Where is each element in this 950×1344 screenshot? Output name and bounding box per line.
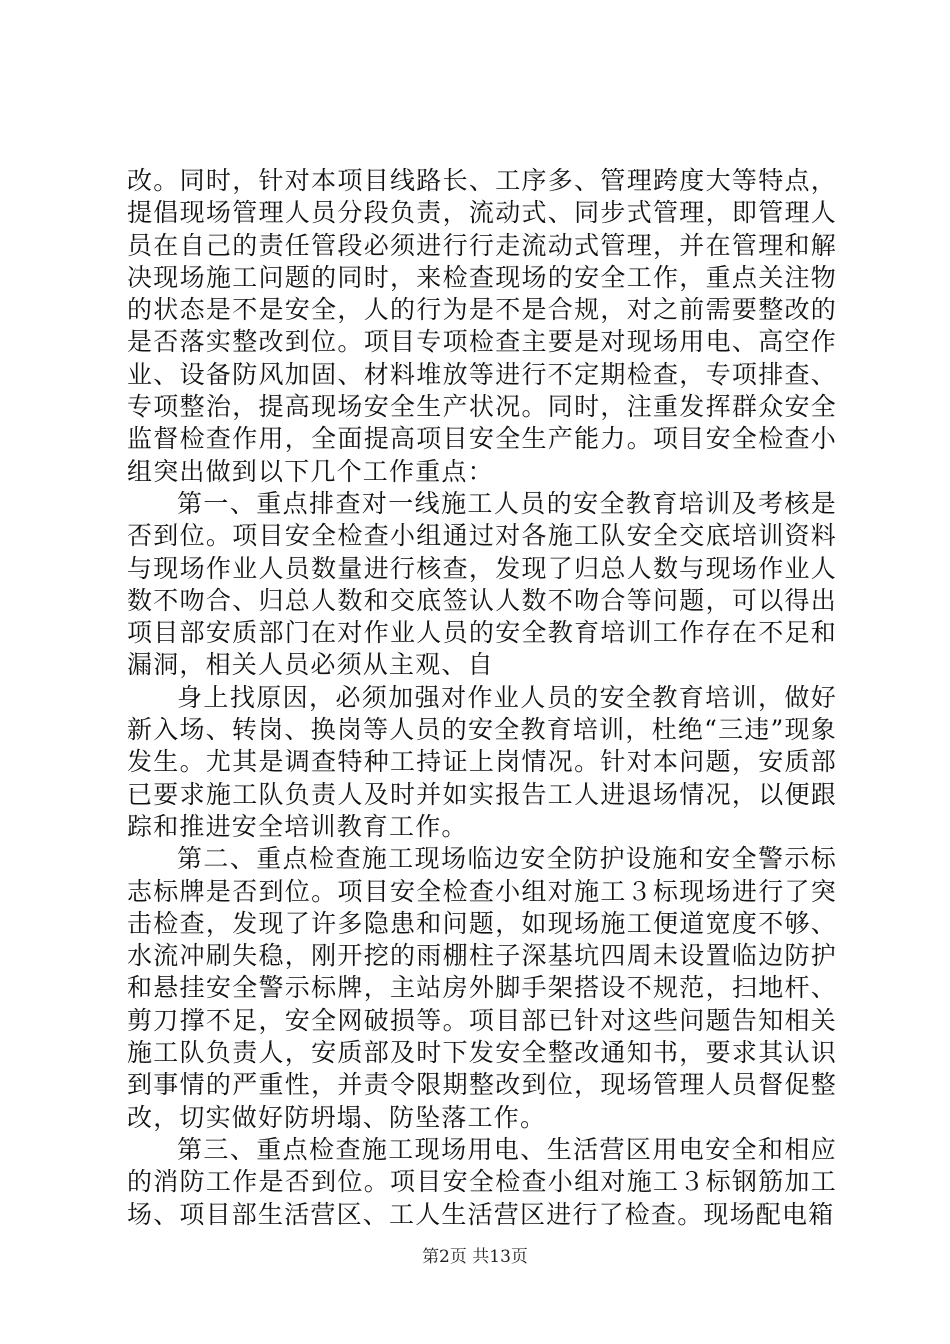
page-number-footer: 第2页 共13页 [422,1247,528,1267]
document-body [127,165,837,1231]
paragraph-point-one: 第一、重点排查对一线施工人员的安全教育培训及考核是否到位。项目安全检查小组通过对各施工队安全交底培训资料与现场作业人员数量进行核查，发现了归总人数与现场作业人数不吻合、归总人数和交底签认人数不吻合等问题，可以得出项目部安质部门在对作业人员的安全教育培训工作存在不足和漏洞，相关人员必须从主观、自 [127,488,837,680]
paragraph-point-two: 第二、重点检查施工现场临边安全防护设施和安全警示标志标牌是否到位。项目安全检查小组对施工３标现场进行了突击检查，发现了许多隐患和问题，如现场施工便道宽度不够、水流冲刷失稳，刚开挖的雨棚柱子深基坑四周未设置临边防护和悬挂安全警示标牌，主站房外脚手架搭设不规范，扫地杆、剪刀撑不足，安全网破损等。项目部已针对这些问题告知相关施工队负责人，安质部及时下发安全整改通知书，要求其认识到事情的严重性，并责令限期整改到位，现场管理人员督促整改，切实做好防坍塌、防坠落工作。 [127,844,837,1132]
paragraph-point-one-continued: 身上找原因，必须加强对作业人员的安全教育培训，做好新入场、转岗、换岗等人员的安全教育培训，杜绝“三违”现象发生。尤其是调查特种工持证上岗情况。针对本问题，安质部已要求施工队负责人及时并如实报告工人进退场情况，以便跟踪和推进安全培训教育工作。 [127,682,837,841]
paragraph-point-three: 第三、重点检查施工现场用电、生活营区用电安全和相应的消防工作是否到位。项目安全检查小组对施工３标钢筋加工场、项目部生活营区、工人生活营区进行了检查。现场配电箱 [127,1134,837,1229]
paragraph-continuation: 改。同时，针对本项目线路长、工序多、管理跨度大等特点，提倡现场管理人员分段负责，流动式、同步式管理，即管理人员在自己的责任管段必须进行行走流动式管理，并在管理和解决现场施工问题的同时，来检查现场的安全工作，重点关注物的状态是不是安全，人的行为是不是合规，对之前需要整改的是否落实整改到位。项目专项检查主要是对现场用电、高空作业、设备防风加固、材料堆放等进行不定期检查，专项排查、专项整治，提高现场安全生产状况。同时，注重发挥群众安全监督检查作用，全面提高项目安全生产能力。项目安全检查小组突出做到以下几个工作重点： [127,166,837,486]
